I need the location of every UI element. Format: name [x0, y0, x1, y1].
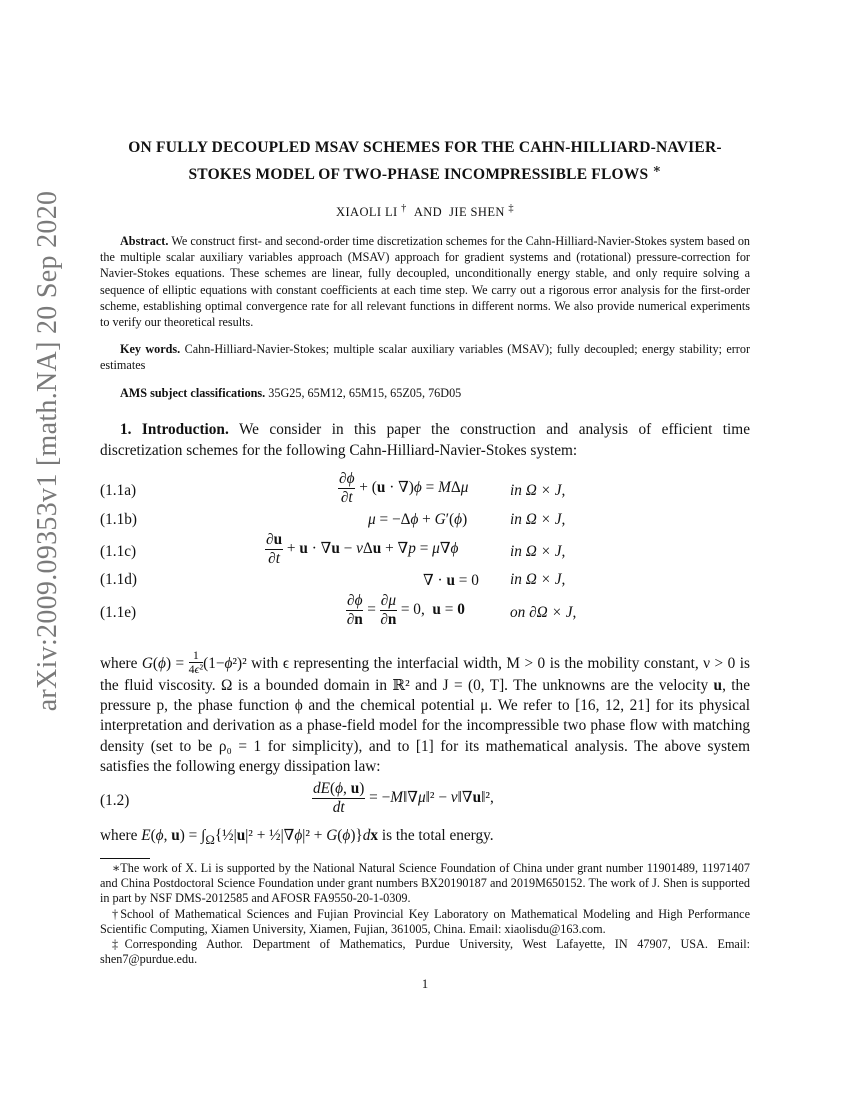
energy-definition-line: where E(ϕ, $u) = \int_\Omega\{\frac{1}{2}|u|^2$ + ½|∇ϕ|² + G(ϕ)}dx is the total energy.	[100, 827, 494, 848]
footnotes	[100, 861, 750, 967]
equation-body: μ = −Δϕ + G′(ϕ)	[368, 511, 468, 528]
equation-body: $\frac{\partial\phi}{\partial t}$ + (u · ∇)ϕ = MΔμ	[339, 470, 469, 506]
title-footnote-mark: ∗	[652, 161, 662, 176]
where-prefix-2: where	[100, 827, 138, 844]
equation-domain: in Ω × J,	[510, 482, 566, 499]
equation-number: (1.1c)	[100, 543, 137, 560]
abstract	[100, 233, 750, 330]
para2-text-2: , the pressure p, the phase function ϕ and the chemical potential μ. We refer to [16, 12, 21] for its physical interpretation and derivation as a phase-field model for the incompressible two phase flow with matching density (set to be ρ₀ = 1 for simplicity), and to [1] for its mathematical analysis. The above system satisfies the following energy dissipation law:	[100, 677, 750, 775]
intro-heading: 1. Introduction.	[120, 421, 229, 438]
equation-body: $\frac{dE(\phi, u)}{dt}$ = −M‖∇μ‖² − ν‖∇u‖²,	[313, 780, 494, 816]
model-description-paragraph: where G(ϕ) = $\frac{1}{\text{4ϵ²}}$ (1−ϕ²)² with ϵ representing the interfacial width, M > 0 is the mobility constant, ν > 0 is the fluid viscosity. Ω is a bounded domain in ℝ² and J = (0, T]. The unknowns are the velocity u, the pressure p, the phase function ϕ and the chemical potential μ. We refer to [16, 12, 21] for its physical interpretation and derivation as a phase-field model for the incompressible two phase flow with matching density (set to be ρ₀ = 1 for simplicity), and to [1] for its mathematical analysis. The above system satisfies the following energy dissipation law:	[100, 648, 750, 775]
equation-number: (1.1e)	[100, 604, 137, 621]
equation-domain: in Ω × J,	[510, 571, 566, 588]
equation-domain: in Ω × J,	[510, 543, 566, 560]
author-second-mark: ‡	[508, 203, 514, 214]
intro-text: We consider in this paper the construction and analysis of efficient time discretization schemes for the following Cahn-Hilliard-Navier-Stokes system:	[100, 421, 750, 459]
equation-1-1c	[100, 531, 750, 567]
keywords-text: Cahn-Hilliard-Navier-Stokes; multiple scalar auxiliary variables (MSAV); fully decoupled; energy stability; error estimates	[100, 342, 750, 373]
equation-number: (1.2)	[100, 792, 130, 809]
footnote-funding: ∗The work of X. Li is supported by the National Natural Science Foundation of China under grant number 11901489, 11971407 and China Postdoctoral Science Foundation under grant numbers BX20190187 and 2019M650152. The work of J. Shen is supported in part by NSF DMS-2012585 and AFOSR FA9550-20-1-0309.	[100, 861, 750, 906]
para2-text-1: with ϵ representing the interfacial width, M > 0 is the mobility constant, ν > 0 is the fluid viscosity. Ω is a bounded domain in ℝ² and J = (0, T]. The unknowns are the velocity	[100, 655, 750, 694]
footnote-affiliation-shen: ‡Corresponding Author. Department of Mathematics, Purdue University, West Lafayette, IN 47907, USA. Email: shen7@purdue.edu.	[100, 937, 750, 967]
author-separator: AND	[413, 205, 443, 220]
equation-number: (1.1a)	[100, 482, 137, 499]
where-prefix: where	[100, 655, 138, 673]
keywords-label: Key words.	[120, 342, 181, 356]
equation-1-2	[100, 780, 750, 816]
equation-domain: on ∂Ω × J,	[510, 604, 577, 621]
ams-label: AMS subject classifications.	[120, 386, 266, 400]
equation-1-1e	[100, 592, 750, 628]
ams-text: 35G25, 65M12, 65M15, 65Z05, 76D05	[268, 386, 462, 400]
page-number: 1	[421, 977, 429, 991]
equation-1-1a	[100, 470, 750, 506]
equation-number: (1.1b)	[100, 511, 137, 528]
footnote-affiliation-li: †School of Mathematical Sciences and Fujian Provincial Key Laboratory on Mathematical Modeling and High Performance Scientific Computing, Xiamen University, Xiamen, Fujian, 361005, China. Email: xiaolisdu@163.com.	[100, 906, 750, 936]
energy-suffix: is the total energy.	[381, 827, 494, 844]
equation-body: ∇ · u = 0	[423, 572, 479, 589]
arxiv-stamp	[18, 190, 78, 712]
arxiv-stamp-text: arXiv:2009.09353v1 [math.NA] 20 Sep 2020	[32, 190, 63, 712]
equation-body: $\frac{\partial\phi}{\partial n}$ = $\frac{\partial\mu}{\partial n}$ = 0, u = 0	[346, 592, 465, 628]
footnote-rule	[100, 858, 150, 859]
ams-classifications	[120, 386, 461, 401]
abstract-label: Abstract.	[120, 234, 169, 248]
abstract-text: We construct first- and second-order time discretization schemes for the Cahn-Hilliard-Navier-Stokes system based on the multiple scalar auxiliary variables approach (MSAV) approach for gradient systems and (rotational) pressure-correction for Navier-Stokes equations. These schemes are linear, fully decoupled, unconditionally energy stable, and only require solving a sequence of elliptic equations with constant coefficients at each time step. We carry out a rigorous error analysis for the first-order scheme, establishing optimal convergence rate for all relevant functions in different norms. We also provide numerical experiments to verify our theoretical results.	[100, 234, 751, 330]
author-first: XIAOLI LI	[336, 205, 398, 220]
author-line	[100, 203, 750, 220]
paper-title	[100, 137, 750, 185]
title-text: ON FULLY DECOUPLED MSAV SCHEMES FOR THE CAHN-HILLIARD-NAVIER-STOKES MODEL OF TWO-PHASE INCOMPRESSIBLE FLOWS	[128, 139, 722, 184]
equation-body: $\frac{\partial u}{\partial t}$ + u · ∇u − νΔu + ∇p = μ∇ϕ	[266, 531, 459, 567]
keywords	[100, 341, 750, 373]
author-first-mark: †	[401, 203, 407, 214]
equation-number: (1.1d)	[100, 571, 137, 588]
equation-domain: in Ω × J,	[510, 511, 566, 528]
author-second: JIE SHEN	[449, 205, 505, 220]
introduction-paragraph	[100, 420, 750, 461]
